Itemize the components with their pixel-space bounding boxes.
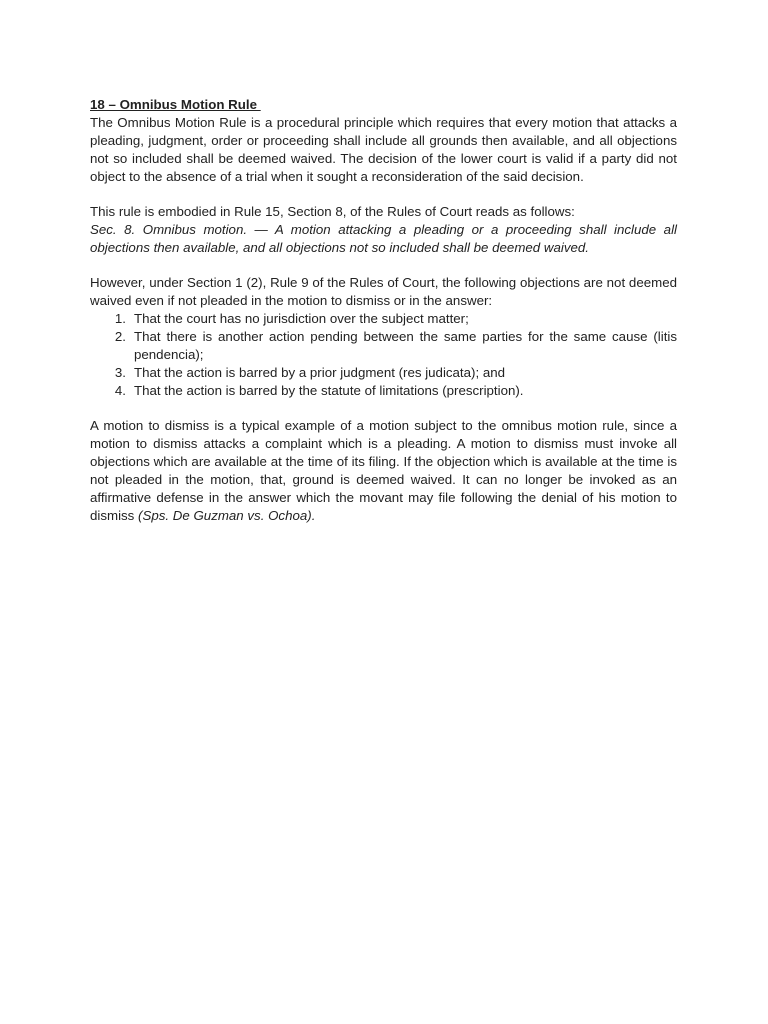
list-item-number: 3.: [114, 365, 126, 380]
motion-to-dismiss-paragraph: [90, 417, 677, 525]
list-item-number: 1.: [114, 311, 126, 326]
rule-intro-text: This rule is embodied in Rule 15, Section 8, of the Rules of Court reads as follows:: [90, 204, 575, 219]
list-item: [90, 382, 677, 400]
paragraph-gap: [90, 257, 677, 274]
paragraph-gap: [90, 400, 677, 417]
section-heading: 18 – Omnibus Motion Rule: [90, 97, 261, 112]
list-item: [90, 364, 677, 382]
exceptions-intro: However, under Section 1 (2), Rule 9 of the Rules of Court, the following objections are not deemed waived even if not pleaded in the motion to dismiss or in the answer:: [90, 275, 677, 308]
list-item-text: That the action is barred by the statute of limitations (prescription).: [134, 383, 524, 398]
list-item: [90, 310, 677, 328]
list-item-text: That there is another action pending between the same parties for the same cause (litis pendencia);: [134, 329, 677, 362]
exceptions-list: [90, 310, 677, 400]
list-item-number: 4.: [114, 383, 126, 398]
list-item-number: 2.: [114, 329, 126, 344]
list-item-text: That the action is barred by a prior judgment (res judicata); and: [134, 365, 506, 380]
rule-quote: Sec. 8. Omnibus motion. — A motion attacking a pleading or a proceeding shall include all objections then available, and all objections not so included shall be deemed waived.: [90, 222, 677, 255]
list-item: [90, 328, 677, 364]
document-page: [90, 96, 677, 525]
case-citation: (Sps. De Guzman vs. Ochoa).: [138, 508, 316, 523]
paragraph-gap: [90, 186, 677, 203]
motion-to-dismiss-body: A motion to dismiss is a typical example of a motion subject to the omnibus motion rule, since a motion to dismiss attacks a complaint which is a pleading. A motion to dismiss must invoke all objections which are available at the time of its filing. If the objection which is available at the time is not pleaded in the motion, that, ground is deemed waived. It can no longer be invoked as an affirmative defense in the answer which the movant may file following the denial of his motion to dismiss: [90, 418, 677, 523]
intro-paragraph: The Omnibus Motion Rule is a procedural principle which requires that every motion that attacks a pleading, judgment, order or proceeding shall include all grounds then available, and all objections not so included shall be deemed waived. The decision of the lower court is valid if a party did not object to the absence of a trial when it sought a reconsideration of the said decision.: [90, 115, 677, 184]
list-item-text: That the court has no jurisdiction over the subject matter;: [134, 311, 469, 326]
